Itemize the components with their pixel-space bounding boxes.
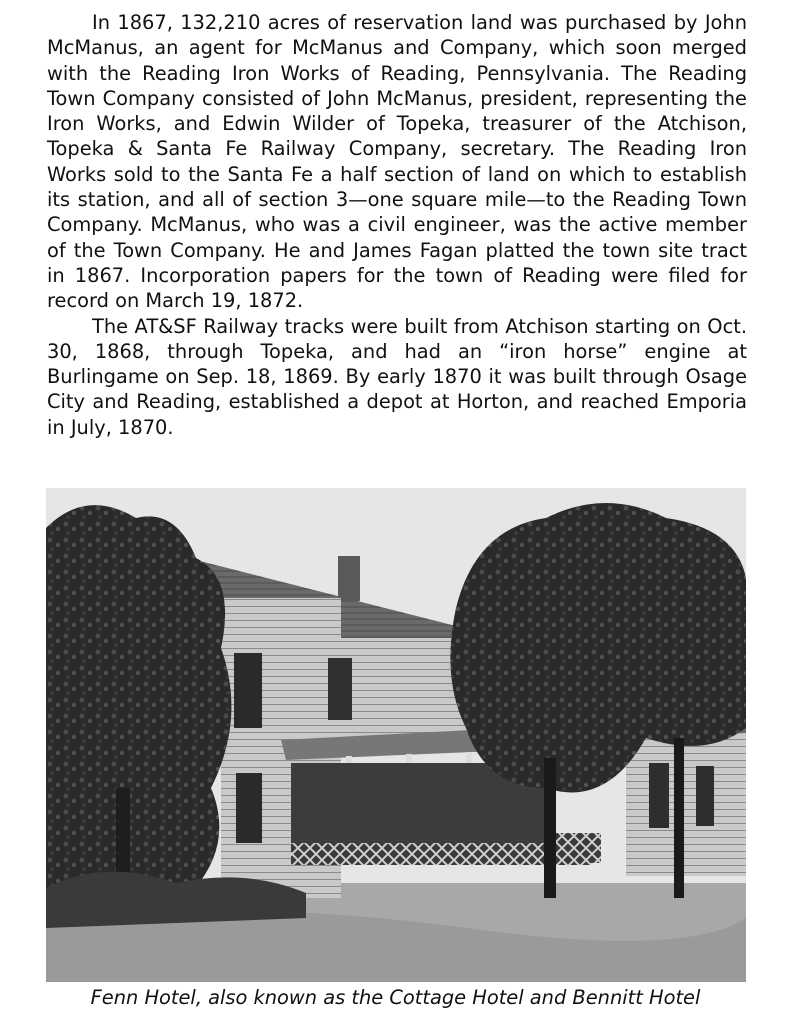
window <box>696 766 714 826</box>
window <box>236 773 262 843</box>
tree-trunk <box>674 738 684 898</box>
chimney <box>338 556 360 601</box>
porch-step-rail <box>556 833 601 863</box>
photo-caption: Fenn Hotel, also known as the Cottage Hotel and Bennitt Hotel <box>90 986 701 1009</box>
window <box>328 658 352 720</box>
house-wall-side <box>281 638 476 738</box>
window <box>234 653 262 728</box>
hotel-photo <box>46 488 746 982</box>
tree-left <box>46 505 231 908</box>
body-text <box>47 10 747 440</box>
annex-wall <box>626 726 746 876</box>
paragraph-2: The AT&SF Railway tracks were built from Atchison starting on Oct. 30, 1868, through Topeka, and had an “iron horse” engine at Burlingame on Sep. 18, 1869. By early 1870 it was built through Osage City and Reading, established a depot at Horton, and reached Emporia in July, 1870. <box>47 314 747 439</box>
window <box>649 763 669 828</box>
tree-trunk <box>544 758 556 898</box>
paragraph-1: In 1867, 132,210 acres of reservation land was purchased by John McManus, an agent for McManus and Company, which soon merged with the Reading Iron Works of Reading, Pennsylvania. The Reading Town Company consisted of John McManus, president, representing the Iron Works, and Edwin Wilder of Topeka, treasurer of the Atchison, Topeka & Santa Fe Railway Company, secretary. The Reading Iron Works sold to the Santa Fe a half section of land on which to establish its station, and all of section 3—one square mile—to the Reading Town Company. McManus, who was a civil engineer, was the active member of the Town Company. He and James Fagan platted the town site tract in 1867. Incorporation papers for the town of Reading were filed for record on March 19, 1872. <box>47 11 747 313</box>
